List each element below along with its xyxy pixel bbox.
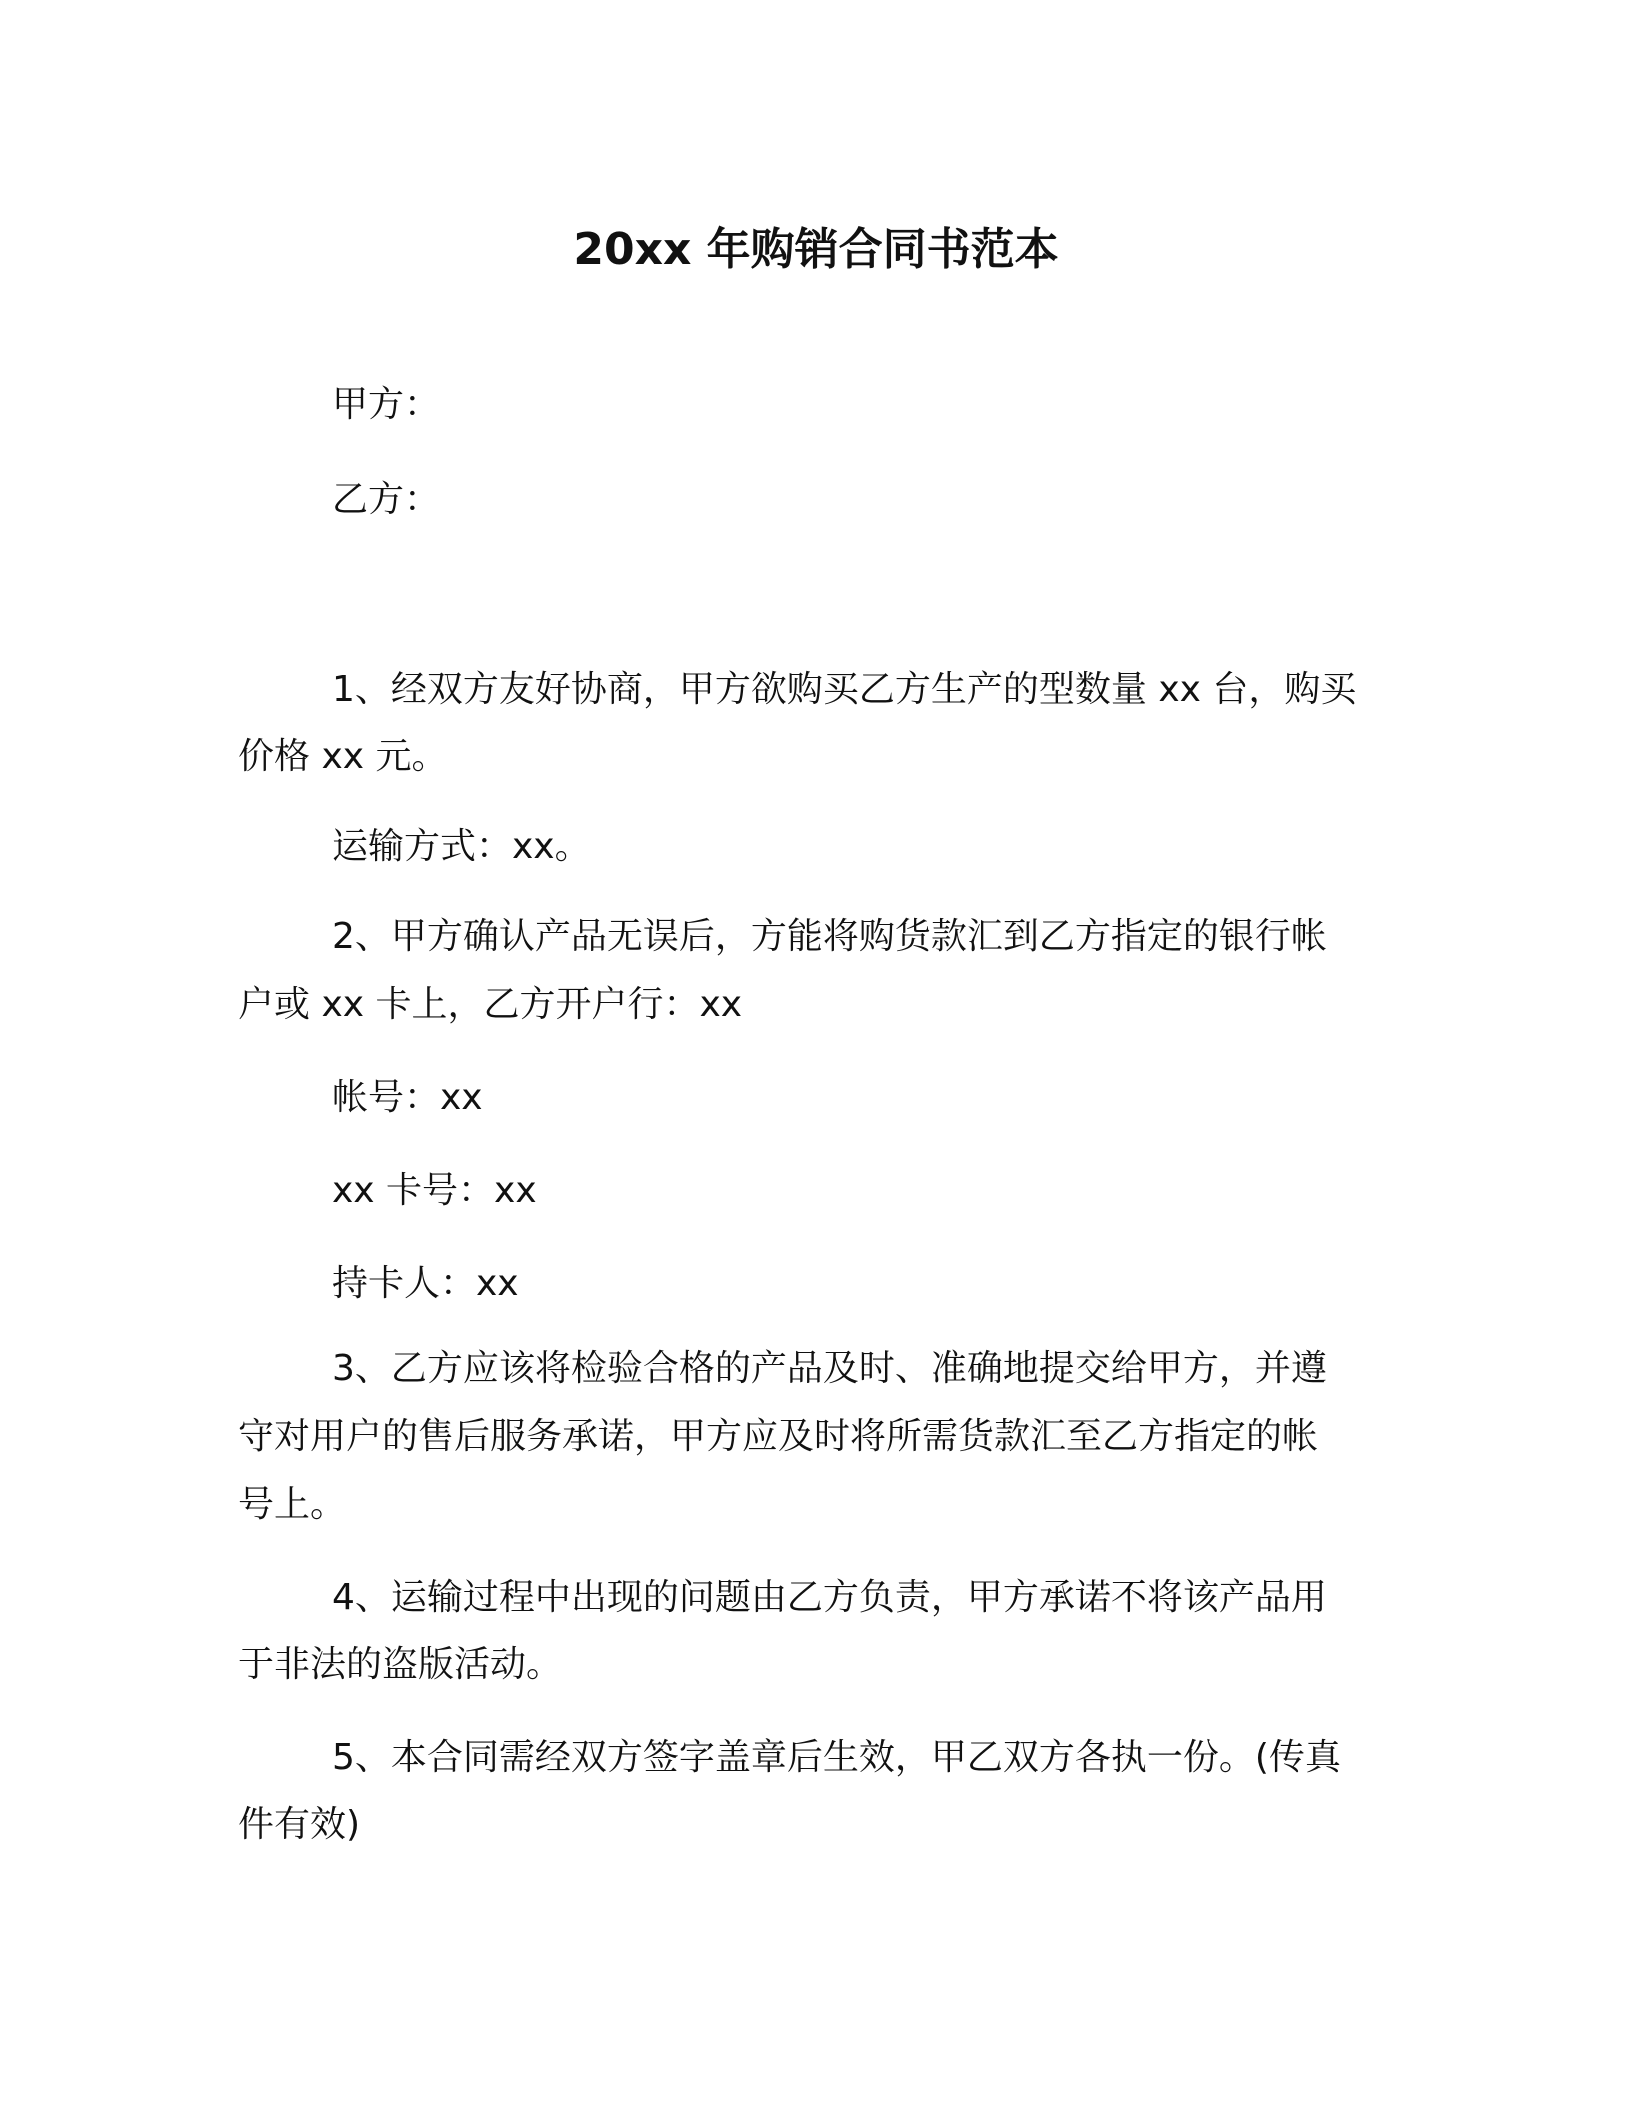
clause-5-line-1: 5、本合同需经双方签字盖章后生效，甲乙双方各执一份。(传真 — [332, 1737, 1341, 1778]
clause-3-line-3: 号上。 — [238, 1484, 347, 1525]
document-title: 20xx 年购销合同书范本 — [573, 224, 1059, 275]
transport-method: 运输方式：xx。 — [332, 826, 591, 867]
clause-3-line-2: 守对用户的售后服务承诺，甲方应及时将所需货款汇至乙方指定的帐 — [238, 1416, 1319, 1457]
clause-3-line-1: 3、乙方应该将检验合格的产品及时、准确地提交给甲方，并遵 — [332, 1348, 1327, 1389]
card-holder: 持卡人：xx — [332, 1263, 519, 1304]
clause-5-line-2: 件有效) — [238, 1804, 361, 1845]
clause-2-line-1: 2、甲方确认产品无误后，方能将购货款汇到乙方指定的银行帐 — [332, 916, 1327, 957]
clause-1-line-2: 价格 xx 元。 — [238, 736, 448, 777]
card-number: xx 卡号：xx — [332, 1170, 537, 1211]
clause-1-line-1: 1、经双方友好协商，甲方欲购买乙方生产的型数量 xx 台，购买 — [332, 669, 1357, 710]
clause-2-line-2: 户或 xx 卡上，乙方开户行：xx — [238, 984, 743, 1025]
party-b-label: 乙方： — [332, 479, 441, 520]
party-a-label: 甲方： — [332, 384, 441, 425]
clause-4-line-2: 于非法的盗版活动。 — [238, 1644, 563, 1685]
account-number: 帐号：xx — [332, 1077, 483, 1118]
clause-4-line-1: 4、运输过程中出现的问题由乙方负责，甲方承诺不将该产品用 — [332, 1577, 1327, 1618]
